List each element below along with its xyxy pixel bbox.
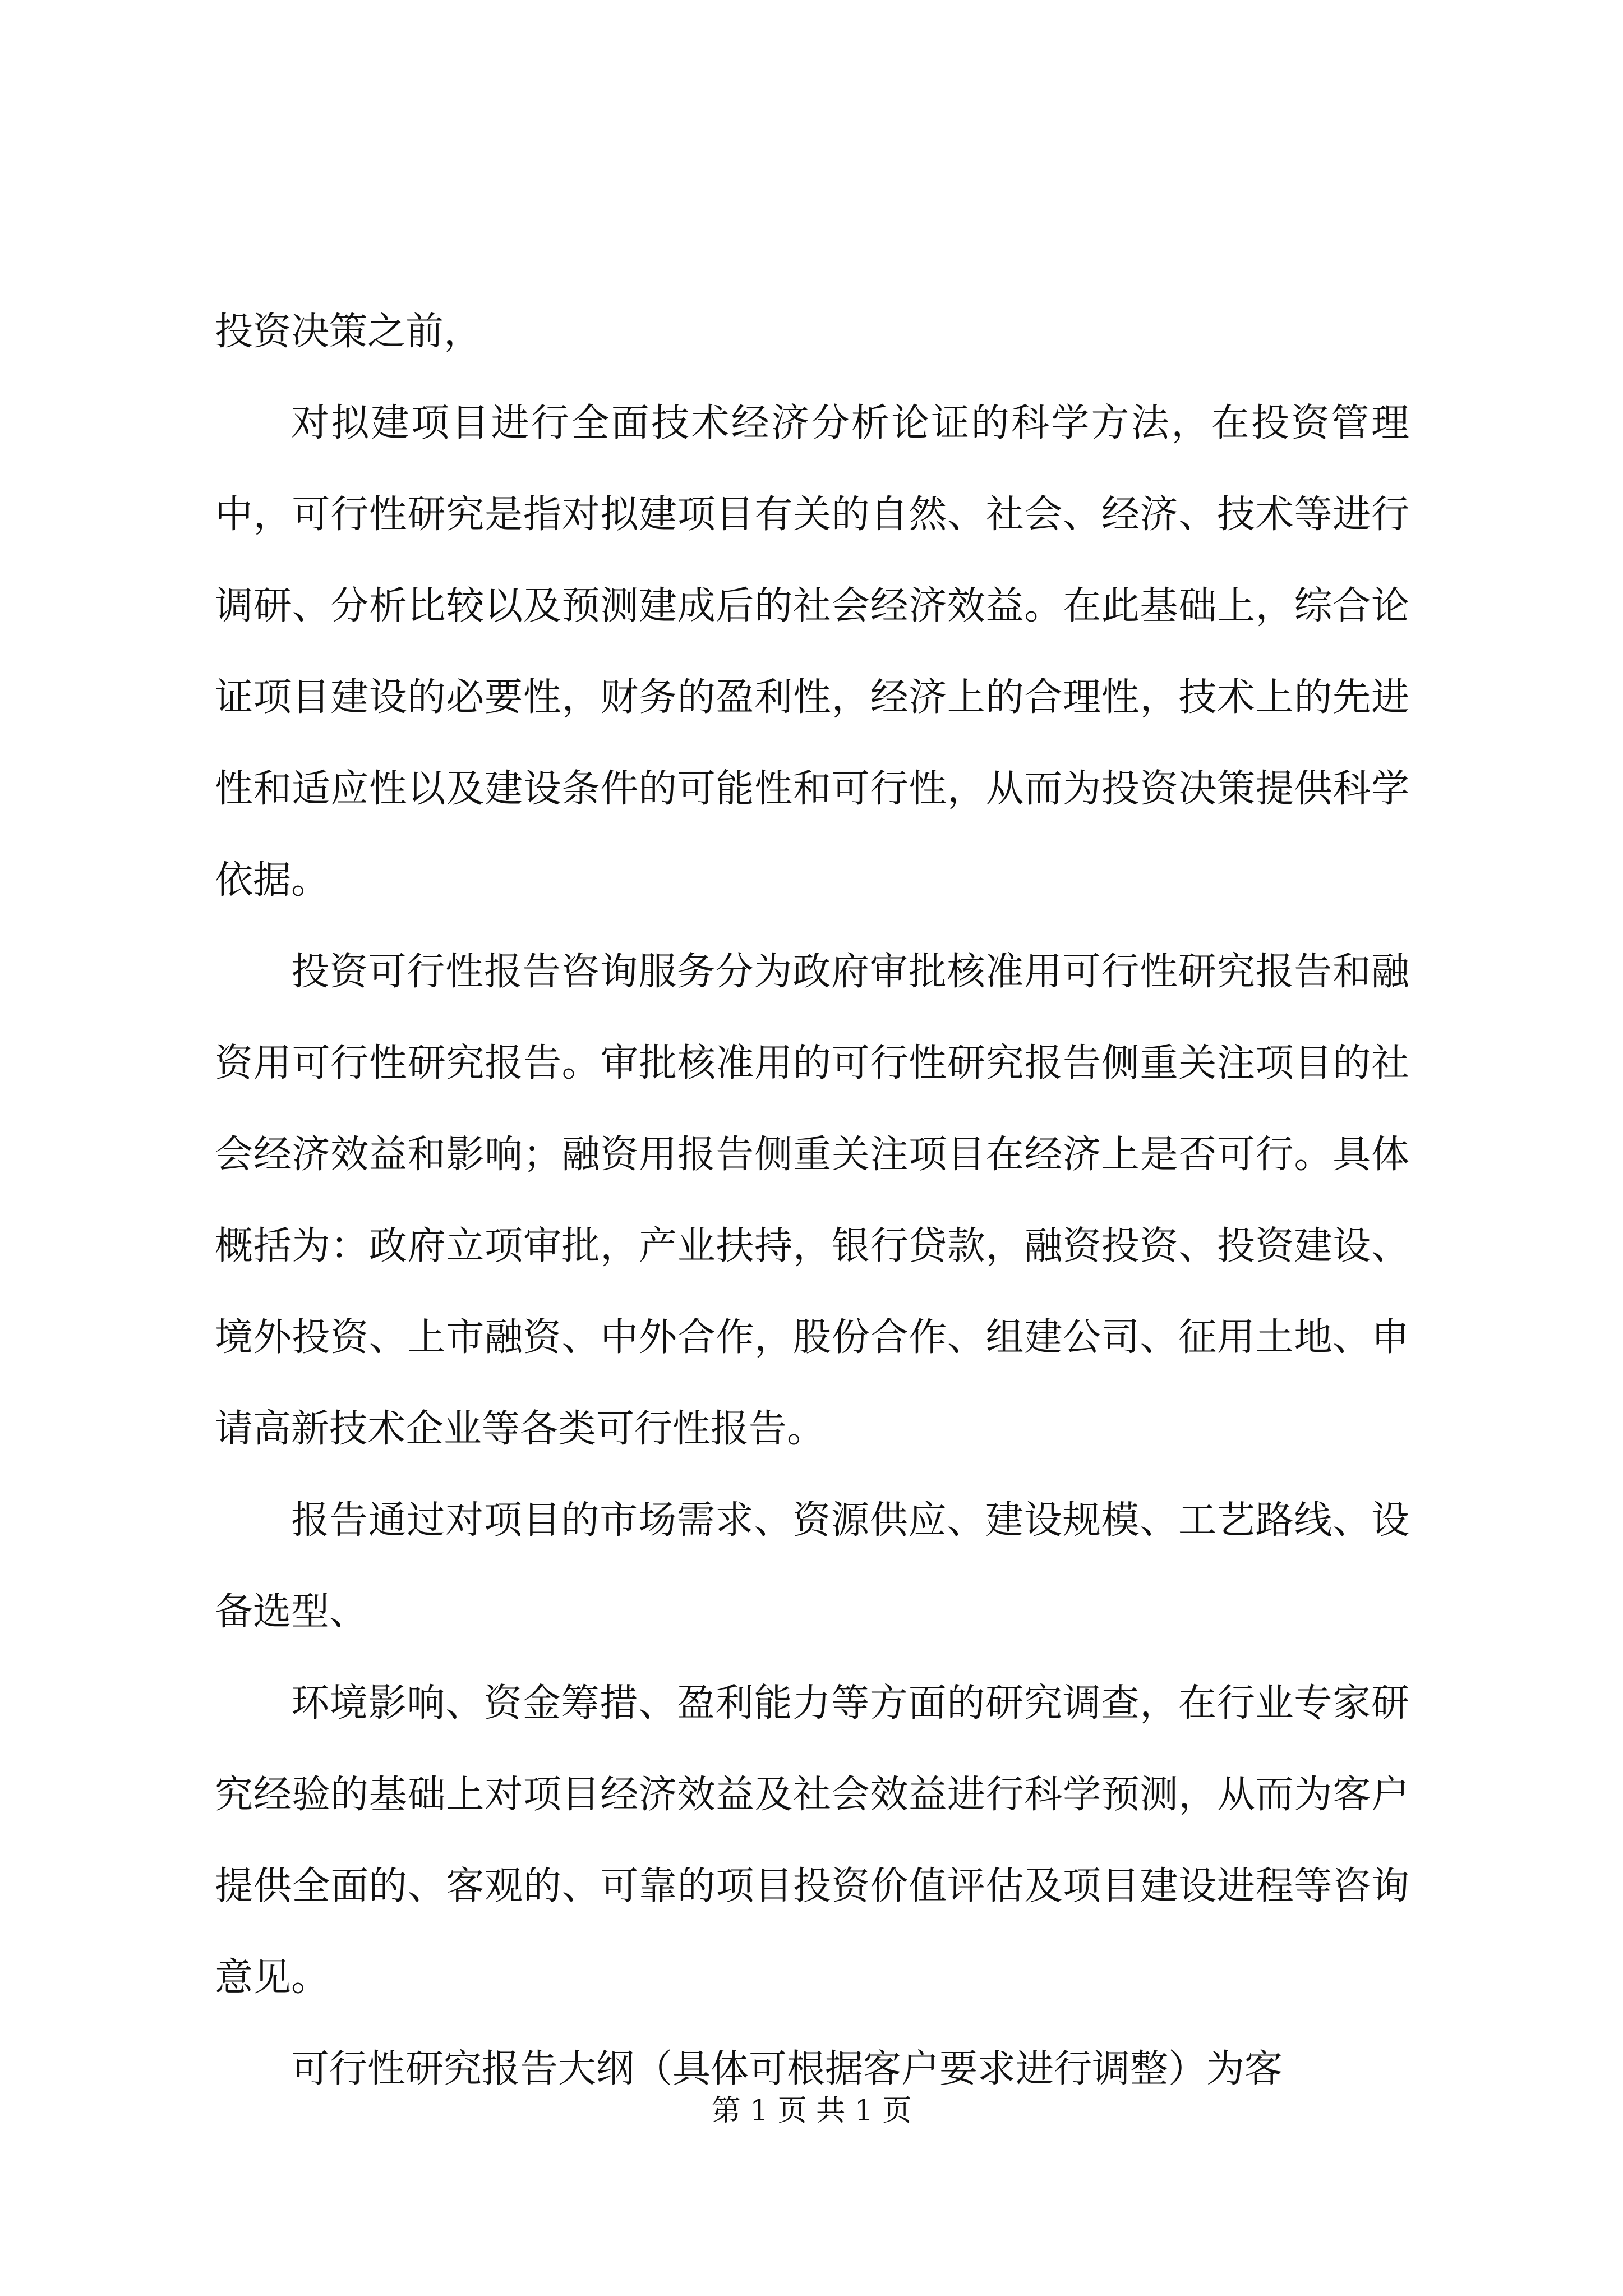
paragraph-5: 环境影响、资金筹措、盈利能力等方面的研究调查，在行业专家研究经验的基础上对项目经济效益及社会效益进行科学预测，从而为客户提供全面的、客观的、可靠的项目投资价值评估及项目建设进程等咨询意见。 (215, 1681, 1409, 2000)
document-body (215, 286, 1409, 2115)
paragraph-1: 投资决策之前， (215, 310, 482, 354)
paragraph-6: 可行性研究报告大纲（具体可根据客户要求进行调整）为客 (291, 2047, 1283, 2091)
paragraph-2: 对拟建项目进行全面技术经济分析论证的科学方法，在投资管理中，可行性研究是指对拟建项目有关的自然、社会、经济、技术等进行调研、分析比较以及预测建成后的社会经济效益。在此基础上，综合论证项目建设的必要性，财务的盈利性，经济上的合理性，技术上的先进性和适应性以及建设条件的可能性和可行性，从而为投资决策提供科学依据。 (215, 401, 1409, 903)
paragraph-4: 报告通过对项目的市场需求、资源供应、建设规模、工艺路线、设备选型、 (215, 1498, 1409, 1634)
page-footer: 第 1 页 共 1 页 (711, 2094, 912, 2128)
paragraph-3: 投资可行性报告咨询服务分为政府审批核准用可行性研究报告和融资用可行性研究报告。审批核准用的可行性研究报告侧重关注项目的社会经济效益和影响；融资用报告侧重关注项目在经济上是否可行。具体概括为：政府立项审批，产业扶持，银行贷款，融资投资、投资建设、境外投资、上市融资、中外合作，股份合作、组建公司、征用土地、申请高新技术企业等各类可行性报告。 (215, 950, 1409, 1451)
